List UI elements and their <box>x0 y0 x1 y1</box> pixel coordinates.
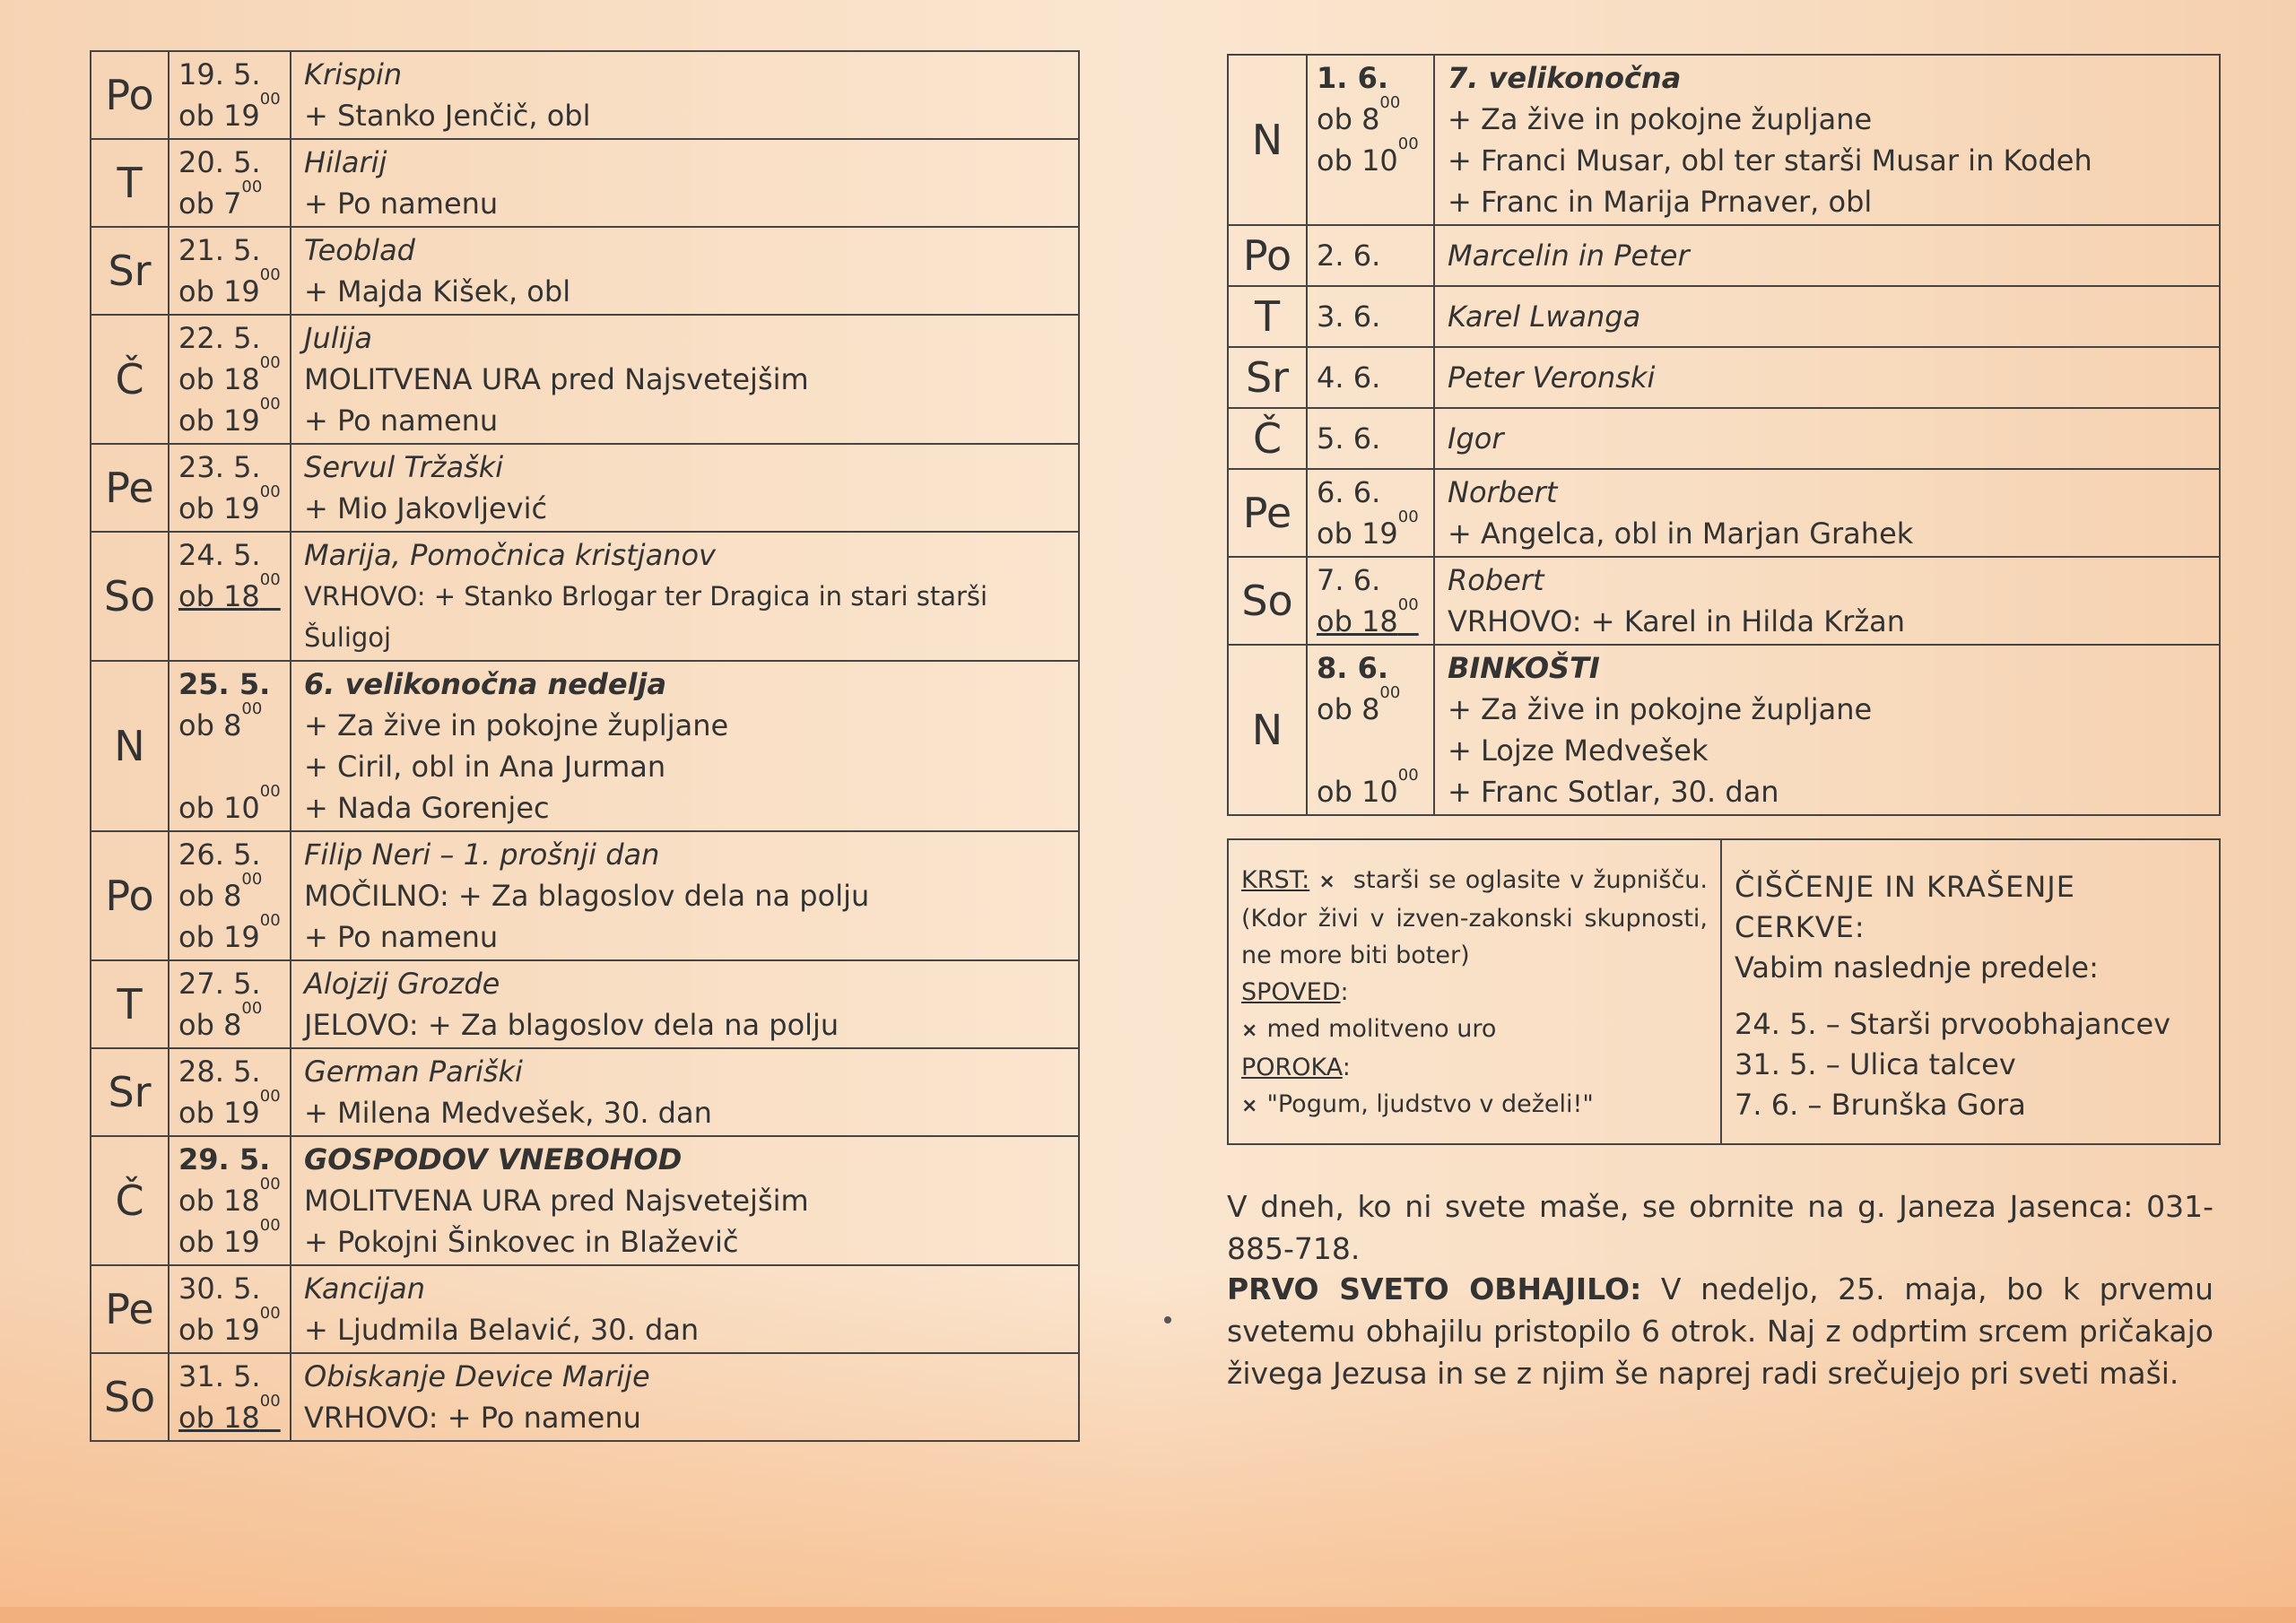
cleaning-item: 24. 5. – Starši prvoobhajancev <box>1735 1007 2171 1041</box>
time-text: ob $7^{00}$ <box>178 178 263 221</box>
date-cell <box>1307 408 1434 469</box>
event-cell <box>1434 645 2220 815</box>
intention-line: JELOVO: + Za blagoslov dela na polju <box>304 1008 839 1042</box>
event-cell <box>291 831 1079 960</box>
intention-line: + Franc in Marija Prnaver, obl <box>1448 185 1873 219</box>
saint-name: Julija <box>304 321 372 355</box>
schedule-row <box>1228 347 2220 408</box>
time-text: ob $19^{00}$ <box>178 1216 281 1259</box>
time-text: ob $18^{00}$ <box>178 570 281 613</box>
cross-mark-icon: × <box>1318 871 1335 893</box>
spoved-label: SPOVED <box>1241 978 1341 1006</box>
contact-paragraph: V dneh, ko ni svete maše, se obrnite na g. Janeza Jasenca: 031-885-718. <box>1227 1189 2213 1266</box>
saint-name: Alojzij Grozde <box>304 967 500 1001</box>
time-text: ob $10^{00}$ <box>1317 135 1419 178</box>
day-cell: Č <box>91 1136 169 1265</box>
time-text: ob $8^{00}$ <box>178 999 263 1042</box>
date-text: 3. 6. <box>1317 299 1381 334</box>
day-cell: Sr <box>91 227 169 315</box>
time-text: ob $10^{00}$ <box>178 782 281 825</box>
day-cell: T <box>1228 286 1307 347</box>
schedule-row <box>1228 225 2220 286</box>
schedule-row <box>1228 645 2220 815</box>
intention-line: + Za žive in pokojne župljane <box>1448 102 1873 136</box>
day-cell: Č <box>1228 408 1307 469</box>
date-cell <box>169 532 291 661</box>
schedule-row <box>91 831 1079 960</box>
intention-line: + Franc Sotlar, 30. dan <box>1448 775 1779 809</box>
day-cell: Po <box>91 831 169 960</box>
intention-line: + Ljudmila Belavić, 30. dan <box>304 1313 700 1347</box>
intention-line: + Po namenu <box>304 404 499 438</box>
time-text: ob $19^{00}$ <box>178 911 281 954</box>
saint-name: 7. velikonočna <box>1448 61 1682 95</box>
schedule-row <box>91 532 1079 661</box>
date-text: 24. 5. <box>178 538 261 572</box>
date-text: 8. 6. <box>1317 651 1388 685</box>
intention-line: + Franci Musar, obl ter starši Musar in Kodeh <box>1448 143 2092 178</box>
event-cell <box>291 661 1079 831</box>
time-text: ob $18^{00}$ <box>178 1175 281 1218</box>
cleaning-column <box>1722 840 2219 1143</box>
date-cell <box>169 315 291 444</box>
intention-line: + Milena Medvešek, 30. dan <box>304 1096 712 1130</box>
day-cell: Sr <box>91 1048 169 1136</box>
day-cell: Č <box>91 315 169 444</box>
poroka-detail <box>1241 1086 1708 1124</box>
time-text: ob $18^{00}$ <box>178 353 281 396</box>
time-text: ob $19^{00}$ <box>178 1304 281 1347</box>
intention-line: VRHOVO: + Stanko Brlogar ter Dragica in stari starši Šuligoj <box>304 581 988 653</box>
stray-dot <box>1164 1316 1171 1324</box>
schedule-row <box>91 444 1079 532</box>
date-text: 5. 6. <box>1317 421 1381 456</box>
schedule-row <box>1228 469 2220 557</box>
date-text: 1. 6. <box>1317 61 1388 95</box>
schedule-row <box>1228 408 2220 469</box>
time-text: ob $19^{00}$ <box>178 90 281 133</box>
event-cell <box>1434 557 2220 645</box>
schedule-row <box>91 960 1079 1048</box>
date-text: 19. 5. <box>178 57 261 91</box>
event-cell <box>1434 347 2220 408</box>
date-text: 2. 6. <box>1317 239 1381 273</box>
schedule-row <box>91 661 1079 831</box>
date-text: 22. 5. <box>178 321 261 355</box>
event-cell <box>1434 408 2220 469</box>
saint-name: Hilarij <box>304 145 387 179</box>
krst-note <box>1241 862 1708 974</box>
intention-line: VRHOVO: + Po namenu <box>304 1401 641 1435</box>
day-cell: Pe <box>1228 469 1307 557</box>
date-text: 21. 5. <box>178 233 261 267</box>
date-cell <box>169 1136 291 1265</box>
saint-name: 6. velikonočna nedelja <box>304 667 667 701</box>
date-text: 4. 6. <box>1317 360 1381 395</box>
schedule-row <box>1228 286 2220 347</box>
time-text: ob $18^{00}$ <box>1317 595 1419 638</box>
date-cell <box>1307 286 1434 347</box>
intention-line: + Stanko Jenčič, obl <box>304 99 591 133</box>
cleaning-subtitle: Vabim naslednje predele: <box>1735 950 2099 985</box>
date-text: 26. 5. <box>178 838 261 872</box>
date-text: 20. 5. <box>178 145 261 179</box>
first-communion-paragraph <box>1227 1268 2213 1394</box>
time-text: ob $18^{00}$ <box>178 1392 281 1435</box>
date-text: 31. 5. <box>178 1359 261 1393</box>
saint-name: Igor <box>1448 421 1504 456</box>
date-cell <box>1307 645 1434 815</box>
intention-line: + Majda Kišek, obl <box>304 274 571 308</box>
poroka-text: "Pogum, ljudstvo v deželi!" <box>1266 1090 1594 1118</box>
day-cell: N <box>1228 55 1307 225</box>
event-cell <box>291 444 1079 532</box>
event-cell <box>291 227 1079 315</box>
intention-line: + Mio Jakovljević <box>304 491 548 525</box>
saint-name: BINKOŠTI <box>1448 651 1600 685</box>
time-text: ob $19^{00}$ <box>1317 508 1419 551</box>
saint-name: Peter Veronski <box>1448 360 1656 395</box>
intention-line: + Ciril, obl in Ana Jurman <box>304 750 666 784</box>
intention-line: + Za žive in pokojne župljane <box>1448 692 1873 726</box>
day-cell: Po <box>1228 225 1307 286</box>
krst-text: starši se oglasite v župnišču. (Kdor živi v izven-zakonski skupnosti, ne more biti boter) <box>1241 866 1709 969</box>
saint-name: Filip Neri – 1. prošnji dan <box>304 838 660 872</box>
event-cell <box>291 1136 1079 1265</box>
event-cell <box>291 960 1079 1048</box>
spoved-detail <box>1241 1011 1708 1049</box>
event-cell <box>291 139 1079 227</box>
day-cell: Sr <box>1228 347 1307 408</box>
saint-name: Servul Tržaški <box>304 450 504 484</box>
schedule-table-right <box>1227 54 2221 816</box>
event-cell <box>1434 55 2220 225</box>
cross-mark-icon: × <box>1241 1095 1258 1117</box>
date-cell <box>169 1353 291 1441</box>
saint-name: GOSPODOV VNEBOHOD <box>304 1142 683 1176</box>
intention-line: + Pokojni Šinkovec in Blaževič <box>304 1225 739 1259</box>
time-text: ob $8^{00}$ <box>178 699 263 742</box>
time-text: ob $8^{00}$ <box>178 870 263 913</box>
time-text: ob $8^{00}$ <box>1317 93 1401 136</box>
schedule-row <box>91 1136 1079 1265</box>
first-communion-text: V nedeljo, 25. maja, bo k prvemu svetemu obhajilu pristopilo 6 otrok. Naj z odprtim srcem pričakajo živega Jezusa in se z njim še naprej radi srečujejo pri sveti maši. <box>1227 1271 2213 1391</box>
day-cell: N <box>1228 645 1307 815</box>
intention-line: VRHOVO: + Karel in Hilda Kržan <box>1448 604 1906 638</box>
event-cell <box>291 532 1079 661</box>
date-cell <box>169 444 291 532</box>
notes-box <box>1227 838 2221 1145</box>
day-cell: T <box>91 960 169 1048</box>
intention-line: + Angelca, obl in Marjan Grahek <box>1448 516 1914 551</box>
schedule-row <box>91 315 1079 444</box>
spoved-note: SPOVED: <box>1241 978 1349 1006</box>
day-cell: So <box>91 1353 169 1441</box>
saint-name: Karel Lwanga <box>1448 299 1641 334</box>
date-text: 6. 6. <box>1317 475 1381 509</box>
cross-mark-icon: × <box>1241 1020 1258 1042</box>
first-communion-heading: PRVO SVETO OBHAJILO: <box>1227 1271 1642 1306</box>
schedule-row <box>91 51 1079 139</box>
event-cell <box>291 1048 1079 1136</box>
intention-line: + Lojze Medvešek <box>1448 733 1709 768</box>
date-cell <box>1307 55 1434 225</box>
saint-name: Norbert <box>1448 475 1558 509</box>
intention-line: + Nada Gorenjec <box>304 791 550 825</box>
schedule-row <box>1228 557 2220 645</box>
schedule-row <box>91 1353 1079 1441</box>
date-text: 29. 5. <box>178 1142 271 1176</box>
intention-line: + Po namenu <box>304 187 499 221</box>
intention-line: + Po namenu <box>304 920 499 954</box>
day-cell: Po <box>91 51 169 139</box>
day-cell: T <box>91 139 169 227</box>
intention-line: MOČILNO: + Za blagoslov dela na polju <box>304 879 870 913</box>
date-cell <box>1307 469 1434 557</box>
time-text: ob $19^{00}$ <box>178 1087 281 1130</box>
date-cell <box>169 661 291 831</box>
time-text: ob $8^{00}$ <box>1317 683 1401 726</box>
date-text: 28. 5. <box>178 1055 261 1089</box>
event-cell <box>291 1265 1079 1353</box>
event-cell <box>291 1353 1079 1441</box>
saint-name: Obiskanje Device Marije <box>304 1359 650 1393</box>
date-cell <box>169 960 291 1048</box>
poroka-note: POROKA: <box>1241 1054 1351 1081</box>
spoved-text: med molitveno uro <box>1266 1015 1497 1043</box>
date-text: 7. 6. <box>1317 563 1381 597</box>
time-text: ob $19^{00}$ <box>178 395 281 438</box>
event-cell <box>1434 286 2220 347</box>
date-text: 27. 5. <box>178 967 261 1001</box>
event-cell <box>291 51 1079 139</box>
saint-name: Marija, Pomočnica kristjanov <box>304 538 716 572</box>
schedule-row <box>91 1265 1079 1353</box>
sacraments-column <box>1229 840 1722 1143</box>
schedule-row <box>1228 55 2220 225</box>
date-cell <box>1307 225 1434 286</box>
schedule-row <box>91 1048 1079 1136</box>
day-cell: N <box>91 661 169 831</box>
date-cell <box>1307 347 1434 408</box>
saint-name: Marcelin in Peter <box>1448 239 1690 273</box>
event-cell <box>1434 469 2220 557</box>
saint-name: Kancijan <box>304 1271 425 1306</box>
day-cell: Pe <box>91 1265 169 1353</box>
time-text: ob $19^{00}$ <box>178 482 281 525</box>
day-cell: So <box>1228 557 1307 645</box>
event-cell <box>1434 225 2220 286</box>
schedule-row <box>91 227 1079 315</box>
saint-name: German Pariški <box>304 1055 523 1089</box>
intention-line: MOLITVENA URA pred Najsvetejšim <box>304 362 809 396</box>
schedule-row <box>91 139 1079 227</box>
cleaning-title: ČIŠČENJE IN KRAŠENJE CERKVE: <box>1735 870 2075 944</box>
date-cell <box>169 227 291 315</box>
saint-name: Robert <box>1448 563 1544 597</box>
event-cell <box>291 315 1079 444</box>
time-text: ob $10^{00}$ <box>1317 766 1419 809</box>
date-cell <box>169 831 291 960</box>
cleaning-item: 7. 6. – Brunška Gora <box>1735 1088 2026 1122</box>
date-text: 30. 5. <box>178 1271 261 1306</box>
date-text: 25. 5. <box>178 667 271 701</box>
saint-name: Teoblad <box>304 233 415 267</box>
intention-line: MOLITVENA URA pred Najsvetejšim <box>304 1184 809 1218</box>
krst-label: KRST: <box>1241 866 1310 894</box>
date-cell <box>169 1265 291 1353</box>
date-cell <box>169 51 291 139</box>
day-cell: Pe <box>91 444 169 532</box>
time-text: ob $19^{00}$ <box>178 265 281 308</box>
poroka-label: POROKA <box>1241 1054 1343 1081</box>
cleaning-item: 31. 5. – Ulica talcev <box>1735 1047 2016 1081</box>
day-cell: So <box>91 532 169 661</box>
saint-name: Krispin <box>304 57 403 91</box>
date-cell <box>1307 557 1434 645</box>
date-cell <box>169 139 291 227</box>
date-text: 23. 5. <box>178 450 261 484</box>
schedule-table-left <box>90 50 1080 1442</box>
page-edge <box>0 1607 2296 1623</box>
date-cell <box>169 1048 291 1136</box>
intention-line: + Za žive in pokojne župljane <box>304 708 729 742</box>
